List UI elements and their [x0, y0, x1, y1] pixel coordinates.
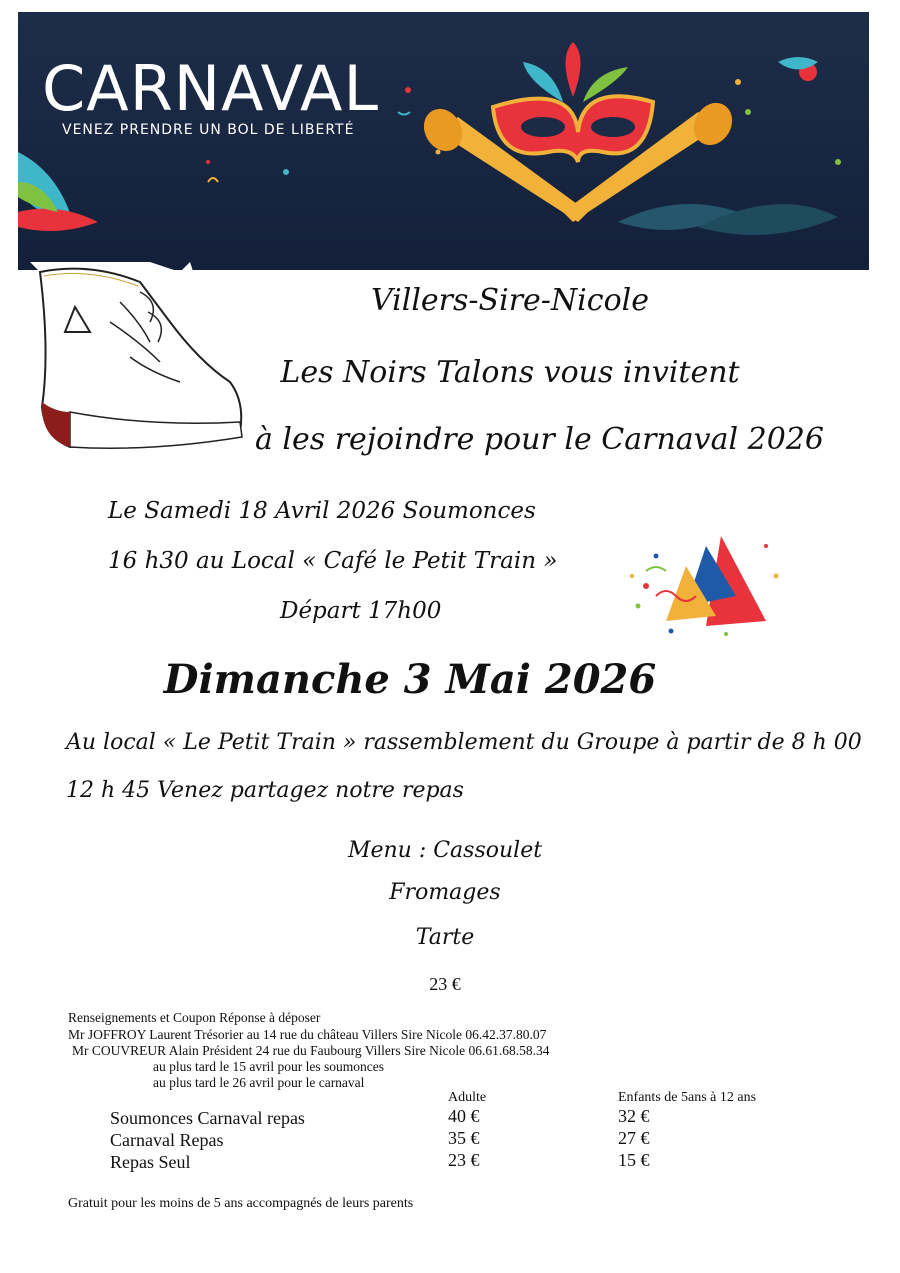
table-cell-child: 15 € [618, 1150, 650, 1170]
col-header-adult: Adulte [448, 1090, 487, 1105]
deadline-soumonces: au plus tard le 15 avril pour les soumonces [153, 1059, 384, 1074]
banner-subtitle: VENEZ PRENDRE UN BOL DE LIBERTÉ [62, 122, 355, 138]
menu-dessert: Tarte [415, 925, 475, 950]
contact-treasurer: Mr JOFFROY Laurent Trésorier au 14 rue du château Villers Sire Nicole 06.42.37.80.07 [68, 1027, 547, 1042]
table-row-label: Carnaval Repas [110, 1130, 224, 1150]
contact-president: Mr COUVREUR Alain Président 24 rue du Faubourg Villers Sire Nicole 06.61.68.58.34 [72, 1043, 550, 1058]
sunday-heading: Dimanche 3 Mai 2026 [163, 656, 657, 703]
table-cell-child: 32 € [618, 1106, 650, 1126]
menu-cheese: Fromages [389, 880, 501, 905]
invitation-line: à les rejoindre pour le Carnaval 2026 [255, 422, 824, 457]
table-row-label: Soumonces Carnaval repas [110, 1108, 305, 1128]
header-banner [18, 12, 869, 270]
carnival-mask-illustration [18, 12, 869, 270]
table-cell-adult: 23 € [448, 1150, 480, 1170]
deadline-carnaval: au plus tard le 26 avril pour le carnaval [153, 1075, 365, 1090]
table-cell-child: 27 € [618, 1128, 650, 1148]
boot-icon [30, 262, 260, 462]
saturday-date: Le Samedi 18 Avril 2026 Soumonces [108, 498, 536, 524]
menu-main: Menu : Cassoulet [347, 838, 543, 863]
table-row-label: Repas Seul [110, 1152, 191, 1172]
table-cell-adult: 35 € [448, 1128, 480, 1148]
col-header-child: Enfants de 5ans à 12 ans [618, 1090, 757, 1105]
banner-title: CARNAVAL [42, 52, 380, 125]
party-hat-confetti-icon [626, 526, 786, 641]
invitation-line: Les Noirs Talons vous invitent [280, 355, 740, 390]
saturday-departure: Départ 17h00 [280, 598, 442, 624]
free-entry-note: Gratuit pour les moins de 5 ans accompagnés de leurs parents [68, 1196, 414, 1211]
menu-price: 23 € [429, 974, 461, 994]
sunday-gathering: Au local « Le Petit Train » rassemblement du Groupe à partir de 8 h 00 [66, 730, 862, 755]
sunday-meal: 12 h 45 Venez partagez notre repas [66, 778, 464, 803]
saturday-location: 16 h30 au Local « Café le Petit Train » [108, 548, 558, 574]
village-name: Villers-Sire-Nicole [371, 283, 649, 318]
contact-heading: Renseignements et Coupon Réponse à déposer [68, 1010, 321, 1025]
table-cell-adult: 40 € [448, 1106, 480, 1126]
